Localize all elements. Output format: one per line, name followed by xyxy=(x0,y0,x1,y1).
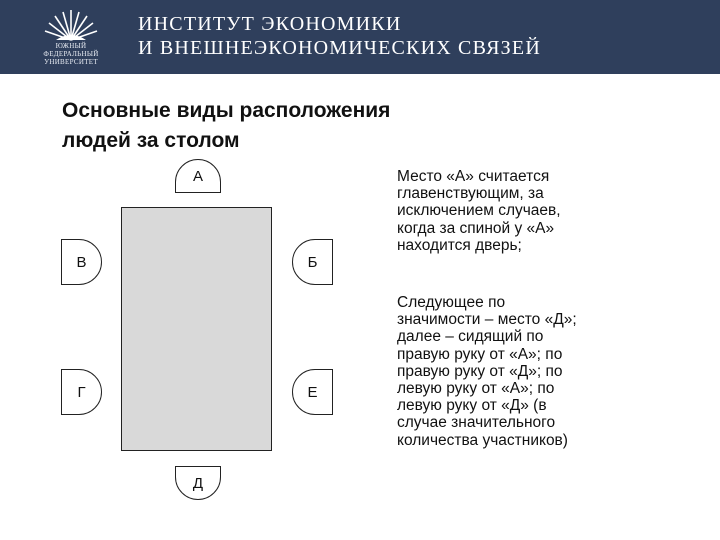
description-paragraph-2 xyxy=(397,294,697,449)
slide-title-line: людей за столом xyxy=(62,129,240,152)
seat-g: Г xyxy=(61,369,102,415)
description-line: находится дверь; xyxy=(397,236,522,254)
logo-line: ФЕДЕРАЛЬНЫЙ xyxy=(43,50,99,58)
description-line: когда за спиной у «А» xyxy=(397,219,555,237)
institute-name xyxy=(138,12,541,60)
description-line: Следующее по xyxy=(397,294,506,311)
logo-line: УНИВЕРСИТЕТ xyxy=(44,58,98,66)
description-line: правую руку от «А»; по xyxy=(397,345,563,363)
description-line: левую руку от «А»; по xyxy=(397,380,555,398)
description-line: Место «А» считается xyxy=(397,168,550,185)
description-line: количества участников) xyxy=(397,431,568,449)
university-logo xyxy=(22,6,120,68)
description-line: далее – сидящий по xyxy=(397,328,544,346)
logo-caption xyxy=(22,42,120,66)
slide-title-line: Основные виды расположения xyxy=(62,99,391,122)
seat-v: В xyxy=(61,239,102,285)
header-banner xyxy=(0,0,720,74)
description-line: значимости – место «Д»; xyxy=(397,311,577,329)
description-line: случае значительного xyxy=(397,414,556,432)
seat-a: А xyxy=(175,159,221,193)
institute-name-line: ИНСТИТУТ ЭКОНОМИКИ xyxy=(138,13,402,35)
description-line: правую руку от «Д»; по xyxy=(397,362,563,380)
seat-d: Д xyxy=(175,466,221,500)
sunburst-logo-icon xyxy=(42,6,100,42)
institute-name-line: И ВНЕШНЕЭКОНОМИЧЕСКИХ СВЯЗЕЙ xyxy=(138,37,541,59)
description-line: исключением случаев, xyxy=(397,202,561,220)
description-paragraph-1 xyxy=(397,168,697,254)
seat-b: Б xyxy=(292,239,333,285)
seat-e: Е xyxy=(292,369,333,415)
description-line: главенствующим, за xyxy=(397,185,544,203)
description-line: левую руку от «Д» (в xyxy=(397,397,547,415)
logo-line: ЮЖНЫЙ xyxy=(55,42,87,50)
table-shape xyxy=(121,207,272,451)
slide-title xyxy=(62,96,482,156)
